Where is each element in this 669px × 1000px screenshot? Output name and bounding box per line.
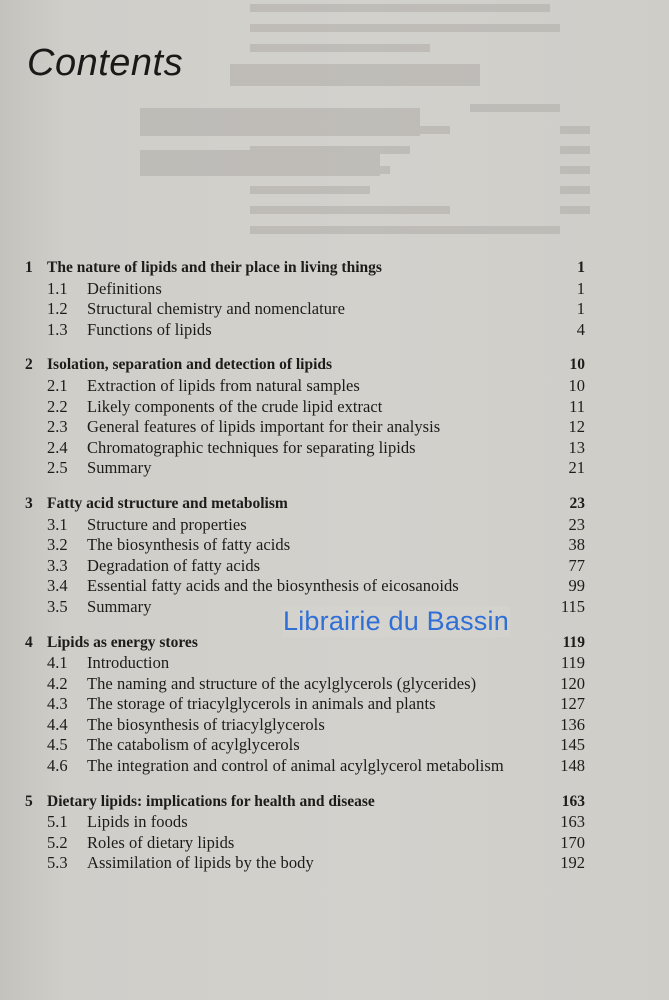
chapter-title: The nature of lipids and their place in living things — [47, 259, 382, 276]
section-title: Definitions — [87, 278, 162, 298]
section-title: Likely components of the crude lipid extract — [87, 396, 383, 416]
chapter-5 — [25, 792, 585, 874]
section-page: 192 — [560, 853, 585, 873]
section-title: The catabolism of acylglycerols — [87, 735, 300, 755]
chapter-title: Lipids as energy stores — [47, 633, 198, 651]
chapter-3 — [25, 494, 585, 618]
section-number: 4.6 — [47, 756, 68, 776]
chapter-2 — [25, 355, 585, 479]
chapter-title: Fatty acid structure and metabolism — [47, 494, 288, 512]
section-number: 5.1 — [47, 812, 68, 832]
section-title: Summary — [87, 458, 152, 478]
chapter-heading[interactable] — [25, 792, 585, 813]
section-page: 4 — [576, 319, 585, 339]
chapter-page: 10 — [569, 356, 585, 374]
section-entry[interactable] — [25, 417, 585, 438]
chapter-number: 4 — [25, 633, 33, 651]
chapter-number: 1 — [25, 259, 33, 276]
page-title: Contents — [27, 42, 184, 84]
section-title: General features of lipids important for their analysis — [87, 417, 441, 437]
section-entry[interactable] — [25, 653, 585, 674]
section-number: 2.3 — [47, 417, 68, 437]
chapter-number: 2 — [25, 356, 33, 374]
section-number: 2.4 — [47, 437, 68, 457]
section-entry[interactable] — [25, 299, 585, 320]
section-entry[interactable] — [25, 320, 585, 341]
section-title: Assimilation of lipids by the body — [87, 853, 314, 873]
section-entry[interactable] — [25, 694, 585, 715]
section-number: 4.2 — [47, 673, 68, 693]
section-title: Functions of lipids — [87, 319, 212, 339]
section-title: Roles of dietary lipids — [87, 832, 235, 852]
section-page: 99 — [568, 576, 585, 596]
section-title: Essential fatty acids and the biosynthesis of eicosanoids — [87, 576, 459, 596]
section-number: 5.3 — [47, 853, 68, 873]
section-title: The storage of triacylglycerols in animals and plants — [87, 694, 436, 714]
section-page: 120 — [560, 673, 585, 693]
section-number: 5.2 — [47, 832, 68, 852]
section-title: Structure and properties — [87, 514, 247, 534]
chapter-number: 3 — [25, 494, 33, 512]
section-entry[interactable] — [25, 556, 585, 577]
section-title: Structural chemistry and nomenclature — [87, 299, 345, 319]
section-page: 170 — [560, 832, 585, 852]
section-page: 21 — [568, 458, 585, 478]
section-page: 136 — [560, 714, 585, 734]
section-entry[interactable] — [25, 458, 585, 479]
chapter-4 — [25, 633, 585, 777]
section-page: 38 — [568, 535, 585, 555]
section-entry[interactable] — [25, 535, 585, 556]
section-entry[interactable] — [25, 515, 585, 536]
section-title: The naming and structure of the acylglycerols (glycerides) — [87, 673, 477, 693]
section-page: 163 — [560, 812, 585, 832]
section-number: 2.2 — [47, 396, 68, 416]
section-number: 2.5 — [47, 458, 68, 478]
section-page: 11 — [569, 396, 585, 416]
chapter-number: 5 — [25, 792, 33, 810]
section-number: 1.2 — [47, 299, 68, 319]
section-entry[interactable] — [25, 376, 585, 397]
section-number: 2.1 — [47, 375, 68, 395]
section-page: 1 — [576, 278, 585, 298]
section-number: 4.1 — [47, 653, 68, 673]
chapter-heading[interactable] — [25, 355, 585, 376]
section-entry[interactable] — [25, 715, 585, 736]
section-number: 4.5 — [47, 735, 68, 755]
section-entry[interactable] — [25, 853, 585, 874]
section-title: Degradation of fatty acids — [87, 555, 261, 575]
section-number: 3.4 — [47, 576, 68, 596]
section-page: 127 — [560, 694, 585, 714]
section-entry[interactable] — [25, 397, 585, 418]
section-number: 1.3 — [47, 319, 68, 339]
section-entry[interactable] — [25, 735, 585, 756]
chapter-title: Isolation, separation and detection of lipids — [47, 356, 333, 374]
section-title: Chromatographic techniques for separating lipids — [87, 437, 416, 457]
section-page: 23 — [568, 514, 585, 534]
section-title: Extraction of lipids from natural samples — [87, 375, 360, 395]
chapter-page: 23 — [569, 494, 585, 512]
chapter-heading[interactable] — [25, 494, 585, 515]
chapter-page: 119 — [562, 633, 585, 651]
section-entry[interactable] — [25, 279, 585, 300]
section-entry[interactable] — [25, 756, 585, 777]
section-title: The integration and control of animal acylglycerol metabolism — [87, 756, 504, 776]
section-title: Summary — [87, 596, 152, 616]
section-title: The biosynthesis of triacylglycerols — [87, 714, 325, 734]
section-page: 10 — [568, 375, 585, 395]
chapter-heading[interactable] — [25, 258, 585, 279]
table-of-contents — [25, 258, 585, 889]
chapter-title: Dietary lipids: implications for health and disease — [47, 792, 375, 810]
section-page: 148 — [560, 756, 585, 776]
section-number: 3.5 — [47, 596, 68, 616]
section-entry[interactable] — [25, 833, 585, 854]
section-page: 145 — [560, 735, 585, 755]
section-page: 13 — [568, 437, 585, 457]
section-page: 12 — [568, 417, 585, 437]
chapter-1 — [25, 258, 585, 340]
section-number: 3.1 — [47, 514, 68, 534]
section-page: 115 — [560, 596, 585, 616]
chapter-page: 1 — [577, 259, 585, 276]
section-entry[interactable] — [25, 674, 585, 695]
section-number: 4.3 — [47, 694, 68, 714]
section-page: 77 — [568, 555, 585, 575]
watermark-text: Librairie du Bassin — [283, 606, 509, 636]
section-page: 1 — [576, 299, 585, 319]
show-through-texture — [0, 0, 669, 260]
section-entry[interactable] — [25, 438, 585, 459]
chapter-page: 163 — [561, 792, 585, 810]
section-number: 4.4 — [47, 714, 68, 734]
section-page: 119 — [560, 653, 585, 673]
section-title: Lipids in foods — [87, 812, 188, 832]
section-number: 3.3 — [47, 555, 68, 575]
section-entry[interactable] — [25, 812, 585, 833]
section-title: The biosynthesis of fatty acids — [87, 535, 291, 555]
section-entry[interactable] — [25, 576, 585, 597]
section-number: 1.1 — [47, 278, 68, 298]
section-title: Introduction — [87, 653, 170, 673]
section-number: 3.2 — [47, 535, 68, 555]
